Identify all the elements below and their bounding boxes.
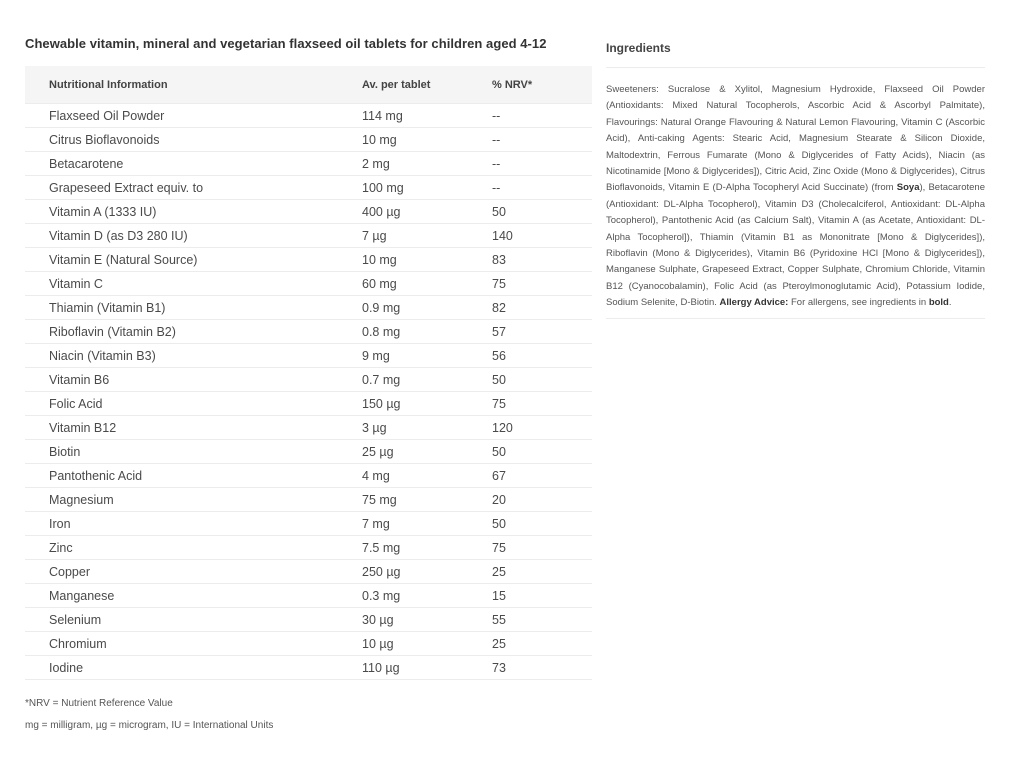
nrv-percent: 140 <box>492 224 592 248</box>
column-header-amount: Av. per tablet <box>362 66 492 104</box>
table-row <box>25 320 592 344</box>
nrv-percent: 82 <box>492 296 592 320</box>
ingredient-bold-text: bold <box>928 297 949 309</box>
table-row <box>25 560 592 584</box>
nrv-percent: 25 <box>492 632 592 656</box>
table-row <box>25 608 592 632</box>
amount-per-tablet: 60 mg <box>362 272 492 296</box>
nutrient-name: Iodine <box>25 656 362 680</box>
amount-per-tablet: 3 µg <box>362 416 492 440</box>
nrv-percent: 50 <box>492 440 592 464</box>
nutrition-table <box>25 66 592 680</box>
nutrition-table-body <box>25 104 592 680</box>
nrv-percent: 83 <box>492 248 592 272</box>
nrv-percent: -- <box>492 176 592 200</box>
amount-per-tablet: 250 µg <box>362 560 492 584</box>
nutrient-name: Chromium <box>25 632 362 656</box>
nrv-percent: 55 <box>492 608 592 632</box>
nutrient-name: Copper <box>25 560 362 584</box>
nutrient-name: Grapeseed Extract equiv. to <box>25 176 362 200</box>
nrv-percent: 50 <box>492 200 592 224</box>
table-row <box>25 536 592 560</box>
nrv-percent: 75 <box>492 272 592 296</box>
amount-per-tablet: 0.8 mg <box>362 320 492 344</box>
amount-per-tablet: 150 µg <box>362 392 492 416</box>
nrv-percent: -- <box>492 152 592 176</box>
amount-per-tablet: 0.3 mg <box>362 584 492 608</box>
nrv-percent: 120 <box>492 416 592 440</box>
ingredient-text: ), Betacarotene (Antioxidant: DL-Alpha Tocopherol), Vitamin D3 (Cholecalciferol, Antioxidant: DL-Alpha Tocopherol), Pantothenic Acid (as Calcium Salt), Vitamin A (as Acetate, Antioxidant: DL-Alpha Tocopherol]), Thiamin (Vitamin B1 as Mononitrate [Mono & Diglycerides]), Riboflavin (Mono & Diglycerides), Vitamin B6 (Pyridoxine HCl [Mono & Diglycerides]), Manganese Sulphate, Grapeseed Extract, Copper Sulphate, Chromium Chloride, Vitamin B12 (Cyanocobalamin), Folic Acid (as Pteroylmonoglutamic Acid), Potassium Iodide, Sodium Selenite, D-Biotin. <box>606 182 985 309</box>
amount-per-tablet: 7 µg <box>362 224 492 248</box>
nutrient-name: Vitamin A (1333 IU) <box>25 200 362 224</box>
table-row <box>25 248 592 272</box>
amount-per-tablet: 0.9 mg <box>362 296 492 320</box>
nrv-percent: 20 <box>492 488 592 512</box>
nutrient-name: Vitamin E (Natural Source) <box>25 248 362 272</box>
nrv-percent: 50 <box>492 368 592 392</box>
nutrient-name: Vitamin B12 <box>25 416 362 440</box>
amount-per-tablet: 0.7 mg <box>362 368 492 392</box>
ingredient-bold-text: Soya <box>896 182 920 194</box>
amount-per-tablet: 30 µg <box>362 608 492 632</box>
table-row <box>25 224 592 248</box>
amount-per-tablet: 100 mg <box>362 176 492 200</box>
nrv-footnote: *NRV = Nutrient Reference Value <box>25 698 173 709</box>
nrv-percent: 25 <box>492 560 592 584</box>
column-header-nrv: % NRV* <box>492 66 592 104</box>
nrv-percent: -- <box>492 104 592 128</box>
table-row <box>25 632 592 656</box>
table-header-row <box>25 66 592 104</box>
amount-per-tablet: 114 mg <box>362 104 492 128</box>
table-row <box>25 176 592 200</box>
nutrient-name: Selenium <box>25 608 362 632</box>
table-row <box>25 128 592 152</box>
nutrient-name: Magnesium <box>25 488 362 512</box>
nutrient-name: Vitamin D (as D3 280 IU) <box>25 224 362 248</box>
table-row <box>25 584 592 608</box>
nutrient-name: Manganese <box>25 584 362 608</box>
table-row <box>25 296 592 320</box>
ingredients-panel <box>606 41 985 319</box>
product-title: Chewable vitamin, mineral and vegetarian flaxseed oil tablets for children aged 4-12 <box>25 36 547 51</box>
ingredient-bold-text: Allergy Advice: <box>719 297 789 309</box>
table-row <box>25 344 592 368</box>
table-row <box>25 152 592 176</box>
ingredient-text: Sweeteners: Sucralose & Xylitol, Magnesium Hydroxide, Flaxseed Oil Powder (Antioxidants: Mixed Natural Tocopherols, Ascorbic Acid & Ascorbyl Palmitate), Flavourings: Natural Orange Flavouring & Natural Lemon Flavouring, Vitamin C (Ascorbic Acid), Anti-caking Agents: Stearic Acid, Magnesium Stearate & Silicon Dioxide, Maltodextrin, Ferrous Fumarate (Mono & Diglycerides of Fatty Acids), Niacin (as Nicotinamide [Mono & Diglycerides]), Citric Acid, Zinc Oxide (Mono & Diglycerides), Citrus Bioflavonoids, Vitamin E (D-Alpha Tocopheryl Acid Succinate) (from <box>606 84 985 194</box>
ingredient-text: . <box>948 297 952 309</box>
nutrient-name: Flaxseed Oil Powder <box>25 104 362 128</box>
nutrient-name: Iron <box>25 512 362 536</box>
table-row <box>25 368 592 392</box>
nutrient-name: Citrus Bioflavonoids <box>25 128 362 152</box>
table-row <box>25 272 592 296</box>
nutrient-name: Biotin <box>25 440 362 464</box>
amount-per-tablet: 110 µg <box>362 656 492 680</box>
nrv-percent: 75 <box>492 392 592 416</box>
amount-per-tablet: 10 µg <box>362 632 492 656</box>
amount-per-tablet: 400 µg <box>362 200 492 224</box>
nutrient-name: Zinc <box>25 536 362 560</box>
table-row <box>25 440 592 464</box>
nutrient-name: Vitamin B6 <box>25 368 362 392</box>
table-row <box>25 656 592 680</box>
table-row <box>25 200 592 224</box>
amount-per-tablet: 9 mg <box>362 344 492 368</box>
nutrient-name: Pantothenic Acid <box>25 464 362 488</box>
nrv-percent: 67 <box>492 464 592 488</box>
table-row <box>25 392 592 416</box>
nutrient-name: Riboflavin (Vitamin B2) <box>25 320 362 344</box>
units-footnote: mg = milligram, µg = microgram, IU = International Units <box>25 720 274 731</box>
table-row <box>25 512 592 536</box>
amount-per-tablet: 10 mg <box>362 128 492 152</box>
nrv-percent: 75 <box>492 536 592 560</box>
nutrient-name: Vitamin C <box>25 272 362 296</box>
amount-per-tablet: 10 mg <box>362 248 492 272</box>
nrv-percent: 15 <box>492 584 592 608</box>
nutrient-name: Niacin (Vitamin B3) <box>25 344 362 368</box>
table-row <box>25 464 592 488</box>
ingredient-text: For allergens, see ingredients in <box>788 297 929 309</box>
amount-per-tablet: 7 mg <box>362 512 492 536</box>
nutrition-panel <box>25 36 592 680</box>
nrv-percent: 73 <box>492 656 592 680</box>
ingredients-text <box>606 82 985 319</box>
nrv-percent: 57 <box>492 320 592 344</box>
amount-per-tablet: 75 mg <box>362 488 492 512</box>
amount-per-tablet: 25 µg <box>362 440 492 464</box>
amount-per-tablet: 4 mg <box>362 464 492 488</box>
amount-per-tablet: 2 mg <box>362 152 492 176</box>
column-header-nutrient: Nutritional Information <box>25 66 362 104</box>
ingredients-title: Ingredients <box>606 41 985 68</box>
nutrient-name: Betacarotene <box>25 152 362 176</box>
nrv-percent: 56 <box>492 344 592 368</box>
nutrient-name: Folic Acid <box>25 392 362 416</box>
nrv-percent: 50 <box>492 512 592 536</box>
nrv-percent: -- <box>492 128 592 152</box>
table-row <box>25 488 592 512</box>
amount-per-tablet: 7.5 mg <box>362 536 492 560</box>
nutrient-name: Thiamin (Vitamin B1) <box>25 296 362 320</box>
table-row <box>25 104 592 128</box>
table-row <box>25 416 592 440</box>
